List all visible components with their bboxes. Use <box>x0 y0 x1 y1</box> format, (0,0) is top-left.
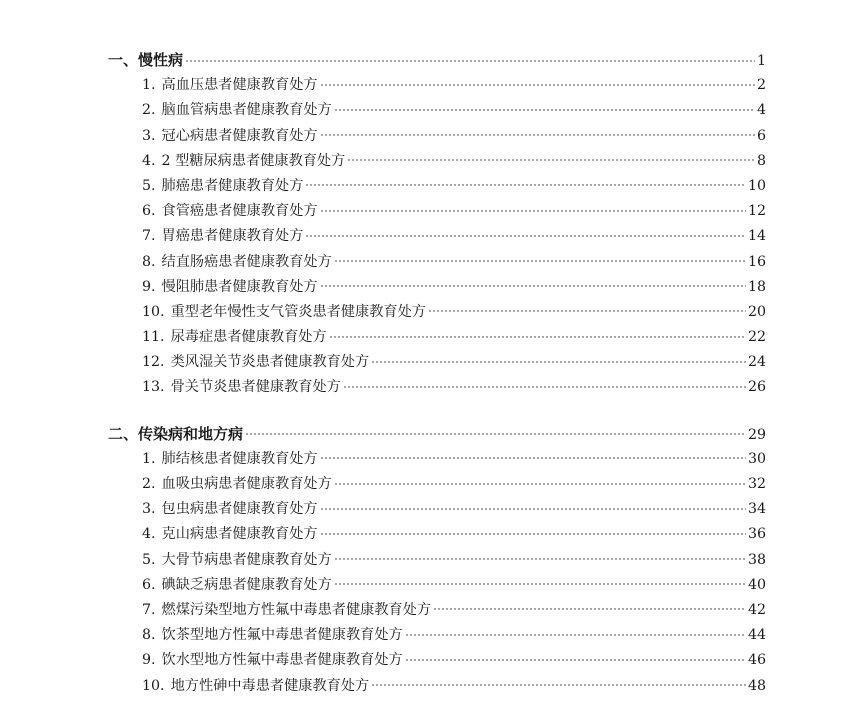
toc-entry-page: 26 <box>747 379 766 396</box>
toc-entry-page: 20 <box>747 303 766 320</box>
toc-entry-page: 34 <box>747 501 766 518</box>
toc-entry-page: 24 <box>747 354 766 371</box>
toc-entry-page: 48 <box>747 677 766 694</box>
toc-entry[interactable] <box>108 250 766 275</box>
toc-entry-number: 7. <box>142 601 156 618</box>
toc-entry-title: 大骨节病患者健康教育处方 <box>161 551 332 568</box>
toc-entry-number: 12. <box>142 354 165 371</box>
toc-entry[interactable] <box>108 447 766 472</box>
toc-entry-number: 5. <box>142 177 156 194</box>
toc-entry-number: 1. <box>142 77 156 94</box>
toc-entry[interactable] <box>108 623 766 648</box>
toc-section-infectious-endemic <box>108 422 766 699</box>
toc-entry-page: 30 <box>747 450 766 467</box>
toc-entry-title: 包虫病患者健康教育处方 <box>161 501 318 518</box>
dot-leader <box>320 83 755 86</box>
toc-entry-page: 10 <box>747 177 766 194</box>
table-of-contents <box>108 48 766 699</box>
toc-entry-number: 9. <box>142 278 156 295</box>
toc-entry-number: 2. <box>142 102 156 119</box>
dot-leader <box>305 184 746 187</box>
dot-leader <box>371 360 746 363</box>
toc-entry[interactable] <box>108 149 766 174</box>
toc-entry-page: 38 <box>747 551 766 568</box>
dot-leader <box>320 507 746 510</box>
dot-leader <box>185 59 755 62</box>
toc-entry-number: 10. <box>142 677 165 694</box>
toc-entry-page: 36 <box>747 526 766 543</box>
dot-leader <box>405 658 746 661</box>
toc-entry[interactable] <box>108 350 766 375</box>
toc-entry-title: 结直肠癌患者健康教育处方 <box>161 253 332 270</box>
toc-heading[interactable] <box>108 48 766 73</box>
toc-entry[interactable] <box>108 174 766 199</box>
toc-entry[interactable] <box>108 375 766 400</box>
dot-leader <box>428 310 746 313</box>
dot-leader <box>320 134 755 137</box>
toc-heading[interactable] <box>108 422 766 447</box>
toc-entry-page: 40 <box>747 576 766 593</box>
dot-leader <box>347 159 755 162</box>
toc-entry-number: 8. <box>142 627 156 644</box>
toc-entry-title: 肺结核患者健康教育处方 <box>161 450 318 467</box>
toc-entry-title: 冠心病患者健康教育处方 <box>161 127 318 144</box>
toc-entry-page: 32 <box>747 476 766 492</box>
toc-entry-title: 燃煤污染型地方性氟中毒患者健康教育处方 <box>161 601 432 618</box>
toc-entry-page: 2 <box>756 77 766 94</box>
dot-leader <box>371 684 746 687</box>
toc-entry[interactable] <box>108 598 766 623</box>
dot-leader <box>334 482 746 485</box>
dot-leader <box>329 335 746 338</box>
toc-section-chronic-disease <box>108 48 766 401</box>
toc-entry[interactable] <box>108 124 766 149</box>
toc-entry-number: 8. <box>142 253 156 270</box>
dot-leader <box>334 108 755 111</box>
toc-entry-number: 3. <box>142 127 156 144</box>
toc-entry-page: 12 <box>747 203 766 220</box>
toc-entry-title: 地方性砷中毒患者健康教育处方 <box>170 677 370 694</box>
toc-entry[interactable] <box>108 674 766 699</box>
toc-heading-page: 29 <box>747 426 766 443</box>
toc-entry-title: 血吸虫病患者健康教育处方 <box>161 476 332 492</box>
toc-entry-title: 食管癌患者健康教育处方 <box>161 203 318 220</box>
toc-entry[interactable] <box>108 300 766 325</box>
toc-entry-number: 13. <box>142 379 165 396</box>
toc-entry[interactable] <box>108 73 766 98</box>
dot-leader <box>245 433 746 436</box>
toc-entry-page: 8 <box>756 152 766 169</box>
toc-entry-number: 4. <box>142 526 156 543</box>
toc-entry-number: 9. <box>142 652 156 669</box>
toc-heading-page: 1 <box>756 53 766 69</box>
toc-entry[interactable] <box>108 275 766 300</box>
toc-entry-page: 14 <box>747 228 766 245</box>
toc-entry-page: 6 <box>756 127 766 144</box>
dot-leader <box>320 457 746 460</box>
toc-entry-title: 克山病患者健康教育处方 <box>161 526 318 543</box>
toc-entry-number: 11. <box>142 329 165 346</box>
toc-entry-title: 尿毒症患者健康教育处方 <box>170 329 327 346</box>
toc-heading-title: 二、传染病和地方病 <box>108 424 244 443</box>
toc-entry-title: 重型老年慢性支气管炎患者健康教育处方 <box>170 303 426 320</box>
toc-entry-number: 7. <box>142 228 156 245</box>
dot-leader <box>305 234 746 237</box>
toc-entry-title: 碘缺乏病患者健康教育处方 <box>161 576 332 593</box>
toc-entry-page: 42 <box>747 601 766 618</box>
toc-entry-page: 22 <box>747 329 766 346</box>
toc-entry-number: 1. <box>142 450 156 467</box>
toc-entry[interactable] <box>108 98 766 123</box>
dot-leader <box>334 583 746 586</box>
toc-entry[interactable] <box>108 199 766 224</box>
toc-entry-title: 饮茶型地方性氟中毒患者健康教育处方 <box>161 627 403 644</box>
toc-entry-title: 饮水型地方性氟中毒患者健康教育处方 <box>161 652 403 669</box>
toc-entry[interactable] <box>108 325 766 350</box>
toc-entry-title: 胃癌患者健康教育处方 <box>161 228 304 245</box>
toc-entry-number: 2. <box>142 476 156 492</box>
toc-entry-number: 6. <box>142 203 156 220</box>
toc-entry[interactable] <box>108 648 766 673</box>
toc-entry-page: 16 <box>747 253 766 270</box>
toc-entry-number: 10. <box>142 303 165 320</box>
dot-leader <box>320 532 746 535</box>
toc-entry-number: 4. <box>142 152 156 169</box>
toc-entry-page: 44 <box>747 627 766 644</box>
toc-entry-number: 5. <box>142 551 156 568</box>
toc-entry[interactable] <box>108 573 766 598</box>
toc-entry-page: 18 <box>747 278 766 295</box>
toc-entry-title: 2 型糖尿病患者健康教育处方 <box>161 152 346 169</box>
toc-entry-title: 骨关节炎患者健康教育处方 <box>170 379 341 396</box>
dot-leader <box>320 285 746 288</box>
dot-leader <box>343 385 746 388</box>
toc-heading-title: 一、慢性病 <box>108 51 184 69</box>
toc-entry-page: 46 <box>747 652 766 669</box>
toc-entry-title: 肺癌患者健康教育处方 <box>161 177 304 194</box>
toc-entry-page: 4 <box>756 102 766 119</box>
toc-entry[interactable] <box>108 224 766 249</box>
toc-entry[interactable] <box>108 497 766 522</box>
toc-entry-number: 6. <box>142 576 156 593</box>
dot-leader <box>334 558 746 561</box>
dot-leader <box>334 260 746 263</box>
dot-leader <box>433 608 746 611</box>
toc-entry-title: 高血压患者健康教育处方 <box>161 77 318 94</box>
dot-leader <box>320 209 746 212</box>
toc-entry[interactable] <box>108 548 766 573</box>
toc-entry-title: 脑血管病患者健康教育处方 <box>161 102 332 119</box>
toc-entry[interactable] <box>108 472 766 497</box>
toc-entry[interactable] <box>108 522 766 547</box>
toc-entry-title: 类风湿关节炎患者健康教育处方 <box>170 354 370 371</box>
dot-leader <box>405 633 746 636</box>
toc-entry-number: 3. <box>142 501 156 518</box>
toc-entry-title: 慢阻肺患者健康教育处方 <box>161 278 318 295</box>
